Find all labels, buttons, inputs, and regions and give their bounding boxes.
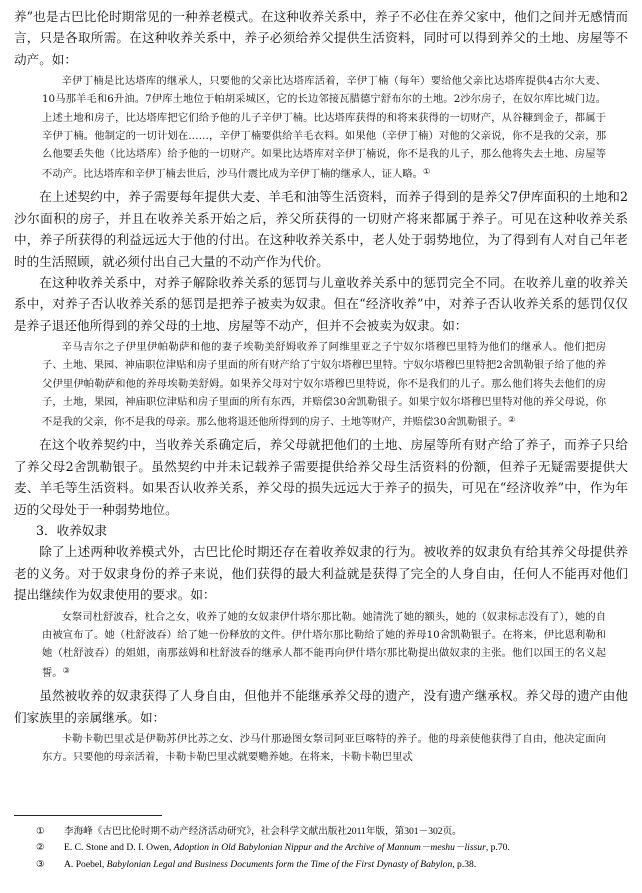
footnote-page: , p.38. — [452, 858, 477, 870]
paragraph-5: 除了上述两种收养模式外，古巴比伦时期还存在着收养奴隶的行为。被收养的奴隶负有给其养父母提供养老的义务。对于奴隶身份的养子来说，他们获得的最大利益就是获得了完全的人身自由，任何人不能再对他们提出继续作为奴隶使用的要求。如： — [14, 544, 628, 603]
quote-2-text: 辛马吉尔之子伊里伊帕勒萨和他的妻子埃勒美舒姆收养了阿维里亚之子宁奴尔塔穆巴里特为他们的继承人。他们把房子、土地、果园、神庙职位津贴和房子里面的所有财产给了宁奴尔塔穆巴里特。宁奴尔塔穆巴里特把2舍凯勒银子给了他的养父伊里伊帕勒萨和他的养母埃勒美舒姆。如果养父母对宁奴尔塔穆巴里特说，你不是我们的儿子。那么他们将失去他们的房子，土地，果园，神庙职位津贴和房子里面的所有东西，并赔偿30舍凯勒银子。如果宁奴尔塔穆巴里特对他的养父母说，你不是我的父亲，你不是我的母亲。那么他将退还他所得到的房子、土地等财产，并赔偿30舍凯勒银子。 — [42, 341, 606, 429]
footnote-separator — [14, 815, 162, 816]
footnote-2 — [14, 840, 628, 856]
paragraph-3: 在这种收养关系中，对养子解除收养关系的惩罚与儿童收养关系中的惩罚完全不同。在收养儿童的收养关系中，对养子否认收养关系的惩罚是把养子被卖为奴隶。但在“经济收养”中，对养子否认收养关系的惩罚仅仅是养子退还他所得到的养父母的土地、房屋等不动产，但并不会被卖为奴隶。如： — [14, 275, 628, 333]
paragraph-4: 在这个收养契约中，当收养关系确定后，养父母就把他们的土地、房屋等所有财产给了养子，而养子只给了养父母2舍凯勒银子。虽然契约中并未记载养子需要提供给养父母生活资料的份额，但养子无疑需要提供大麦、羊毛等生活资料。如果否认收养关系，养父母的损失远远大于养子的损失，可见在“经济收养”中，作为年迈的父母处于一种弱势地位。 — [14, 437, 628, 517]
footnote-mark: ② — [36, 842, 45, 854]
footnote-author: E. C. Stone and D. I. Owen, — [64, 842, 174, 854]
footnote-mark: ③ — [36, 858, 45, 870]
footnote-author: A. Poebel, — [64, 858, 107, 870]
quote-block-2 — [14, 338, 628, 431]
footnote-text — [64, 840, 628, 856]
footnote-page: , p.70. — [485, 842, 510, 854]
footnote-ref-3[interactable]: ③ — [62, 666, 70, 676]
quote-2 — [42, 338, 606, 431]
footnote-mark: ① — [36, 826, 45, 837]
footnote-title: Babylonian Legal and Business Documents form the Time of the First Dynasty of Babylon — [106, 858, 453, 870]
quote-3-text: 女祭司杜舒波吞，杜合之女，收养了她的女奴隶伊什塔尔那比勒。她清洗了她的额头，她的（奴隶标志没有了），她的自由被宣布了。她（杜舒波吞）给了她一份释放的文件。伊什塔尔那比勒给了她的养母10舍凯勒银子。在将来，伊比恩利勒和她（杜舒波吞）的姐姐，南那兹姆和杜舒波吞的继承人都不能再向伊什塔尔那比勒提出做奴隶的主张。他们以国王的名义起誓。 — [42, 610, 606, 680]
quote-1 — [42, 72, 606, 183]
footnote-ref-2[interactable]: ② — [508, 415, 516, 425]
section-heading: 3．收养奴隶 — [36, 522, 107, 538]
paragraph-6: 虽然被收养的奴隶获得了人身自由，但他并不能继承养父母的遗产，没有遗产继承权。养父母的遗产由他们家族里的亲属继承。如： — [14, 688, 628, 725]
footnote-text: 李海峰《古巴比伦时期不动产经济活动研究》，社会科学文献出版社2011年版，第301－302页。 — [64, 826, 462, 837]
footnote-text — [64, 857, 628, 873]
footnote-ref-1[interactable]: ① — [422, 167, 431, 177]
footnote-3 — [14, 857, 628, 873]
footnote-1 — [14, 824, 628, 840]
quote-4: 卡勒卡勒巴里忒是伊勒苏伊比苏之女、沙马什那逊图女祭司阿亚巨喀特的养子。他的母亲使他获得了自由，他决定面向东方。只要他的母亲活着，卡勒卡勒巴里忒就要赡养她。在将来，卡勒卡勒巴里忒 — [42, 733, 606, 764]
quote-block-1 — [14, 72, 628, 183]
footnotes — [14, 824, 628, 873]
quote-1-text: 辛伊丁楠是比达塔库的继承人，只要他的父亲比达塔库活着，辛伊丁楠（每年）要给他父亲比达塔库提供4古尔大麦、10马那羊毛和6升油。7伊库土地位于帕胡采城区，它的长边邻接瓦腊德宁舒布尔的土地。2沙尔房子，在奴尔库比城门边。上述土地和房子，比达塔库把它们给予他的儿子辛伊丁楠。比达塔库获得的和将来获得的一切财产，从谷糠到金子，都属于辛伊丁楠。他制定的一切计划在……，辛伊丁楠要供给羊毛衣料。如果他（辛伊丁楠）对他的父亲说，你不是我的父亲，那么他要丢失他（比达塔库）给予他的一切财产。如果比达塔库对辛伊丁楠说，你不是我的儿子，那么他将失去土地、房屋等不动产。比达塔库和辛伊丁楠去世后，沙马什震比成为辛伊丁楠的继承人，证人略。 — [42, 75, 606, 181]
quote-3 — [42, 608, 606, 683]
footnote-title: Adoption in Old Babylonian Nippur and the Archive of Mannum－meshu－lissur — [173, 842, 486, 854]
paragraph-1: 养”也是古巴比伦时期常见的一种养老模式。在这种收养关系中，养子不必住在养父家中，他们之间并无感情而言，只是各取所需。在这种收养关系中，养子必须给养父提供生活资料，同时可以得到养父的土地、房屋等不动产。如： — [14, 9, 628, 67]
quote-block-4 — [14, 730, 628, 766]
paragraph-2: 在上述契约中，养子需要每年提供大麦、羊毛和油等生活资料，而养子得到的是养父7伊库面积的土地和2沙尔面积的房子，并且在收养关系开始之后，养父所获得的一切财产将来都属于养子。可见在这种收养关系中，养子所获得的利益远远大于他的付出。在这种收养关系中，老人处于弱势地位，为了得到有人对自己年老时的生活照顾，就必须付出自己大量的不动产作为代价。 — [14, 189, 628, 269]
quote-block-3 — [14, 608, 628, 683]
